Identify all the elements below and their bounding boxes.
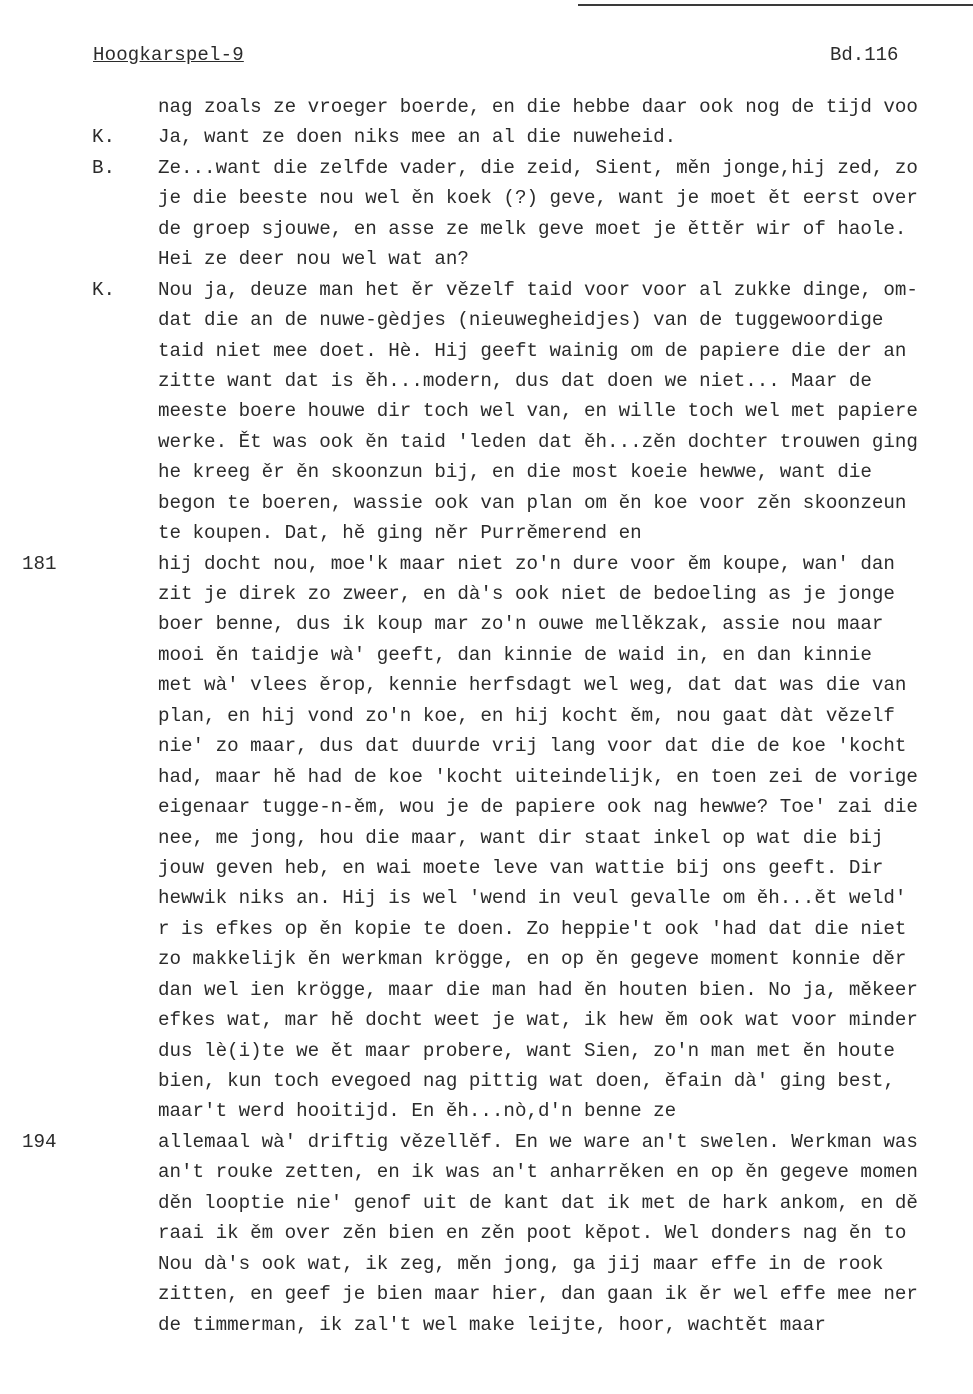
transcript-line	[0, 92, 973, 122]
line-text: jouw geven heb, en wai moete leve van wattie bij ons geeft. Dir	[158, 856, 884, 879]
transcript-line	[0, 944, 973, 974]
line-text: Hei ze deer nou wel wat an?	[158, 248, 469, 271]
transcript-line	[0, 122, 973, 152]
transcript-line	[0, 366, 973, 396]
line-text: Nou dà's ook wat, ik zeg, měn jong, ga jij maar effe in de rook	[158, 1252, 884, 1275]
line-text: an't rouke zetten, en ik was an't anharrěken en op ěn gegeve momen	[158, 1161, 918, 1184]
transcript-line	[0, 518, 973, 548]
transcript-line	[0, 1066, 973, 1096]
transcript-line	[0, 275, 973, 305]
transcript-line	[0, 853, 973, 883]
line-text: dus lè(i)te we ět maar probere, want Sien, zo'n man met ěn houte	[158, 1039, 895, 1062]
transcript-line	[0, 883, 973, 913]
line-text: dat die an de nuwe-gèdjes (nieuwegheidjes) van de tuggewoordige	[158, 309, 884, 332]
transcript-line	[0, 1096, 973, 1126]
transcript-line	[0, 244, 973, 274]
line-text: allemaal wà' driftig vězellěf. En we ware an't swelen. Werkman was	[158, 1130, 918, 1153]
transcript-body	[0, 92, 973, 1340]
line-text: maar't werd hooitijd. En ěh...nò,d'n benne ze	[158, 1100, 677, 1123]
line-text: mooi ěn taidje wà' geeft, dan kinnie de waid in, en dan kinnie	[158, 643, 872, 666]
line-text: Ja, want ze doen niks mee an al die nuweheid.	[158, 126, 677, 149]
transcript-line	[0, 701, 973, 731]
line-text: zit je direk zo zweer, en dà's ook niet de bedoeling as je jonge	[158, 583, 895, 605]
transcript-line	[0, 731, 973, 761]
document-reference: Hoogkarspel-9	[93, 44, 244, 66]
transcript-line	[0, 1127, 973, 1157]
transcript-line	[0, 1310, 973, 1340]
speaker-label: B.	[92, 156, 116, 179]
transcript-line	[0, 1036, 973, 1066]
line-text: boer benne, dus ik koup mar zo'n ouwe mellěkzak, assie nou maar	[158, 613, 884, 636]
line-text: děn looptie nie' genof uit de kant dat ik met de hark ankom, en dě	[158, 1191, 918, 1214]
line-text: Ze...want die zelfde vader, die zeid, Sient, měn jonge,hij zed, zo	[158, 156, 918, 179]
margin-line-number: 181	[22, 552, 57, 575]
transcript-line	[0, 427, 973, 457]
transcript-line	[0, 457, 973, 487]
transcript-line	[0, 153, 973, 183]
transcript-line	[0, 640, 973, 670]
transcript-line	[0, 823, 973, 853]
transcript-line	[0, 792, 973, 822]
transcript-line	[0, 1218, 973, 1248]
line-text: meeste boere houwe dir toch wel van, en wille toch wel met papiere	[158, 400, 918, 423]
transcript-line	[0, 762, 973, 792]
speaker-label: K.	[92, 126, 116, 149]
top-rule	[578, 4, 973, 6]
line-text: he kreeg ěr ěn skoonzun bij, en die most koeie hewwe, want die	[158, 461, 872, 484]
line-text: zitten, en geef je bien maar hier, dan gaan ik ěr wel effe mee ner	[158, 1283, 918, 1306]
transcript-line	[0, 975, 973, 1005]
line-text: plan, en hij vond zo'n koe, en hij kocht ěm, nou gaat dàt vězelf	[158, 704, 895, 727]
line-text: hij docht nou, moe'k maar niet zo'n dure voor ěm koupe, wan' dan	[158, 552, 895, 575]
transcript-line	[0, 1157, 973, 1187]
line-text: had, maar hě had de koe 'kocht uiteindelijk, en toen zei de vorige	[158, 765, 918, 788]
line-text: zitte want dat is ěh...modern, dus dat doen we niet... Maar de	[158, 369, 872, 392]
transcript-line	[0, 549, 973, 579]
line-text: r is efkes op ěn kopie te doen. Zo heppie't ook 'had dat die niet	[158, 917, 907, 940]
transcript-line	[0, 579, 973, 609]
line-text: hewwik niks an. Hij is wel 'wend in veul gevalle om ěh...ět weld'	[158, 887, 907, 910]
transcript-line	[0, 396, 973, 426]
transcript-line	[0, 305, 973, 335]
transcript-line	[0, 609, 973, 639]
line-text: nag zoals ze vroeger boerde, en die hebbe daar ook nog de tijd voo	[158, 96, 918, 118]
margin-line-number: 194	[22, 1130, 57, 1153]
line-text: efkes wat, mar hě docht weet je wat, ik hew ěm ook wat voor minder	[158, 1009, 918, 1032]
transcript-line	[0, 914, 973, 944]
transcript-line	[0, 1279, 973, 1309]
transcript-line	[0, 336, 973, 366]
line-text: dan wel ien krögge, maar die man had ěn houten bien. No ja, měkeer	[158, 978, 918, 1001]
line-text: eigenaar tugge-n-ěm, wou je de papiere ook nag hewwe? Toe' zai die	[158, 796, 918, 819]
line-text: de groep sjouwe, en asse ze melk geve moet je ěttěr wir of haole.	[158, 217, 907, 240]
page-reference: Bd.116	[830, 44, 899, 66]
line-text: zo makkelijk ěn werkman krögge, en op ěn gegeve moment konnie děr	[158, 948, 907, 971]
line-text: met wà' vlees ěrop, kennie herfsdagt wel weg, dat dat was die van	[158, 674, 907, 697]
transcript-line	[0, 488, 973, 518]
line-text: bien, kun toch evegoed nag pittig wat doen, ěfain dà' ging best,	[158, 1070, 895, 1092]
line-text: nie' zo maar, dus dat duurde vrij lang voor dat die de koe 'kocht	[158, 735, 907, 758]
transcript-line	[0, 1005, 973, 1035]
line-text: begon te boeren, wassie ook van plan om ěn koe voor zěn skoonzeun	[158, 491, 907, 514]
transcript-line	[0, 214, 973, 244]
line-text: je die beeste nou wel ěn koek (?) geve, want je moet ět eerst over	[158, 187, 918, 210]
transcript-line	[0, 670, 973, 700]
line-text: te koupen. Dat, hě ging něr Purrěmerend en	[158, 522, 642, 545]
line-text: werke. Ět was ook ěn taid 'leden dat ěh...zěn dochter trouwen ging	[158, 430, 918, 453]
line-text: de timmerman, ik zal't wel make leijte, hoor, wachtět maar	[158, 1313, 826, 1336]
line-text: nee, me jong, hou die maar, want dir staat inkel op wat die bij	[158, 826, 884, 849]
transcript-line	[0, 1188, 973, 1218]
transcript-line	[0, 1249, 973, 1279]
line-text: raai ik ěm over zěn bien en zěn poot kěpot. Wel donders nag ěn to	[158, 1222, 907, 1245]
line-text: taid niet mee doet. Hè. Hij geeft wainig om de papiere die der an	[158, 339, 907, 362]
line-text: Nou ja, deuze man het ěr vězelf taid voor voor al zukke dinge, om-	[158, 278, 918, 301]
transcript-line	[0, 183, 973, 213]
speaker-label: K.	[92, 278, 116, 301]
